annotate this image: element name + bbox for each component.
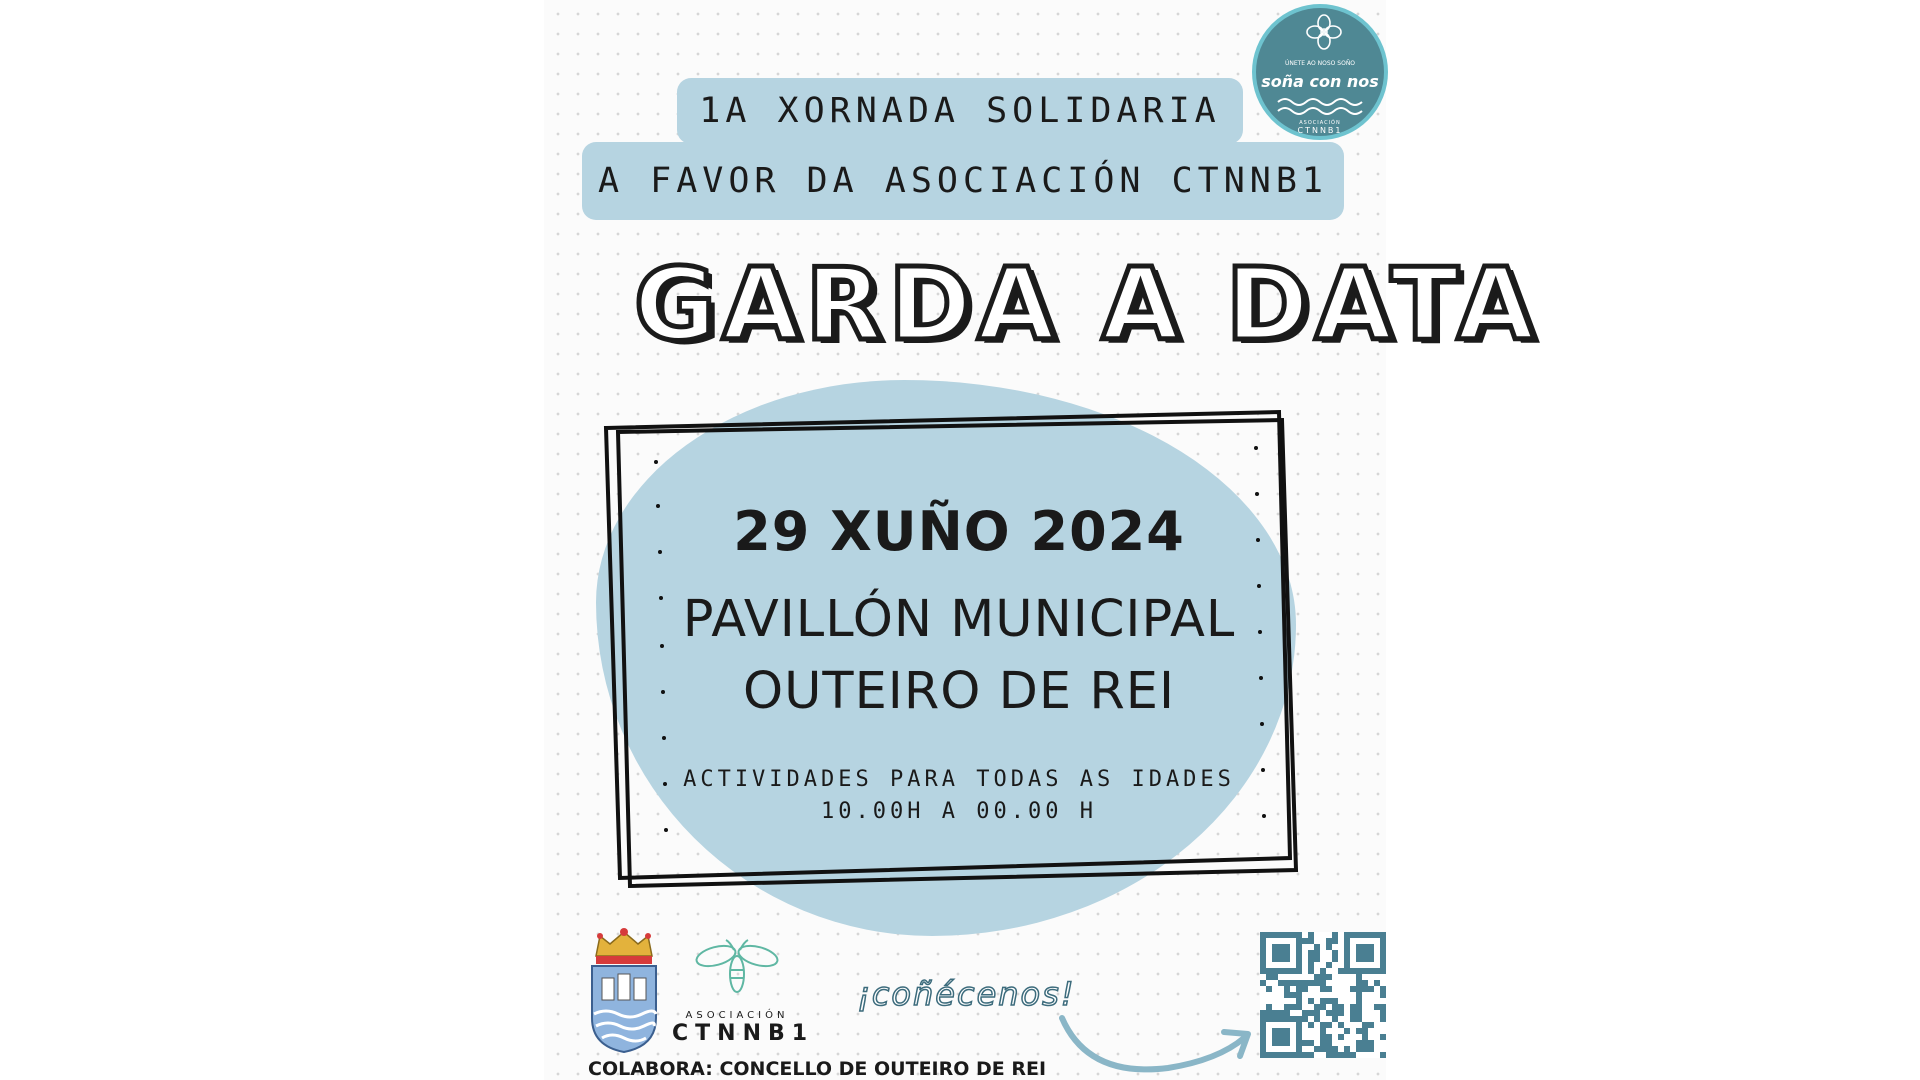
logo-tagline: ÚNETE AO NOSO SOÑO [1284,60,1356,67]
header-line-2-text: A FAVOR DA ASOCIACIÓN CTNNB1 [597,160,1328,201]
qr-code-icon[interactable] [1260,932,1386,1058]
garda-a-data-title: GARDA A DATA [634,246,1541,363]
event-poster [544,0,1541,1080]
header-line-1-text: 1A XORNADA SOLIDARIA [699,90,1221,131]
event-activities [614,764,1304,828]
bee-icon [692,938,782,1002]
colabora-text: COLABORA: CONCELLO DE OUTEIRO DE REI [588,1058,1047,1080]
coñecenos-text: ¡coñécenos! [857,975,1076,1013]
logo-association-name: CTNNB1 [1297,126,1343,135]
logo-title: soña con nos [1261,72,1379,91]
event-venue-line-1: PAVILLÓN MUNICIPAL [682,590,1236,649]
event-hours: 10.00H A 00.00 H [821,799,1097,824]
event-venue-line-2: OUTEIRO DE REI [742,662,1176,721]
shield-icon [586,926,662,1054]
event-info [614,500,1304,828]
event-date: 29 XUÑO 2024 [733,500,1185,563]
arrow-icon [1058,1010,1258,1080]
ctnnb1-logo-small: ASOCIACIÓN [685,1010,789,1021]
ctnnb1-logo [672,938,815,1046]
ctnnb1-logo-name: CTNNB1 [672,1021,815,1046]
activities-text: ACTIVIDADES PARA TODAS AS IDADES [683,767,1235,792]
logo-association-small: ASOCIACIÓN [1299,120,1341,126]
